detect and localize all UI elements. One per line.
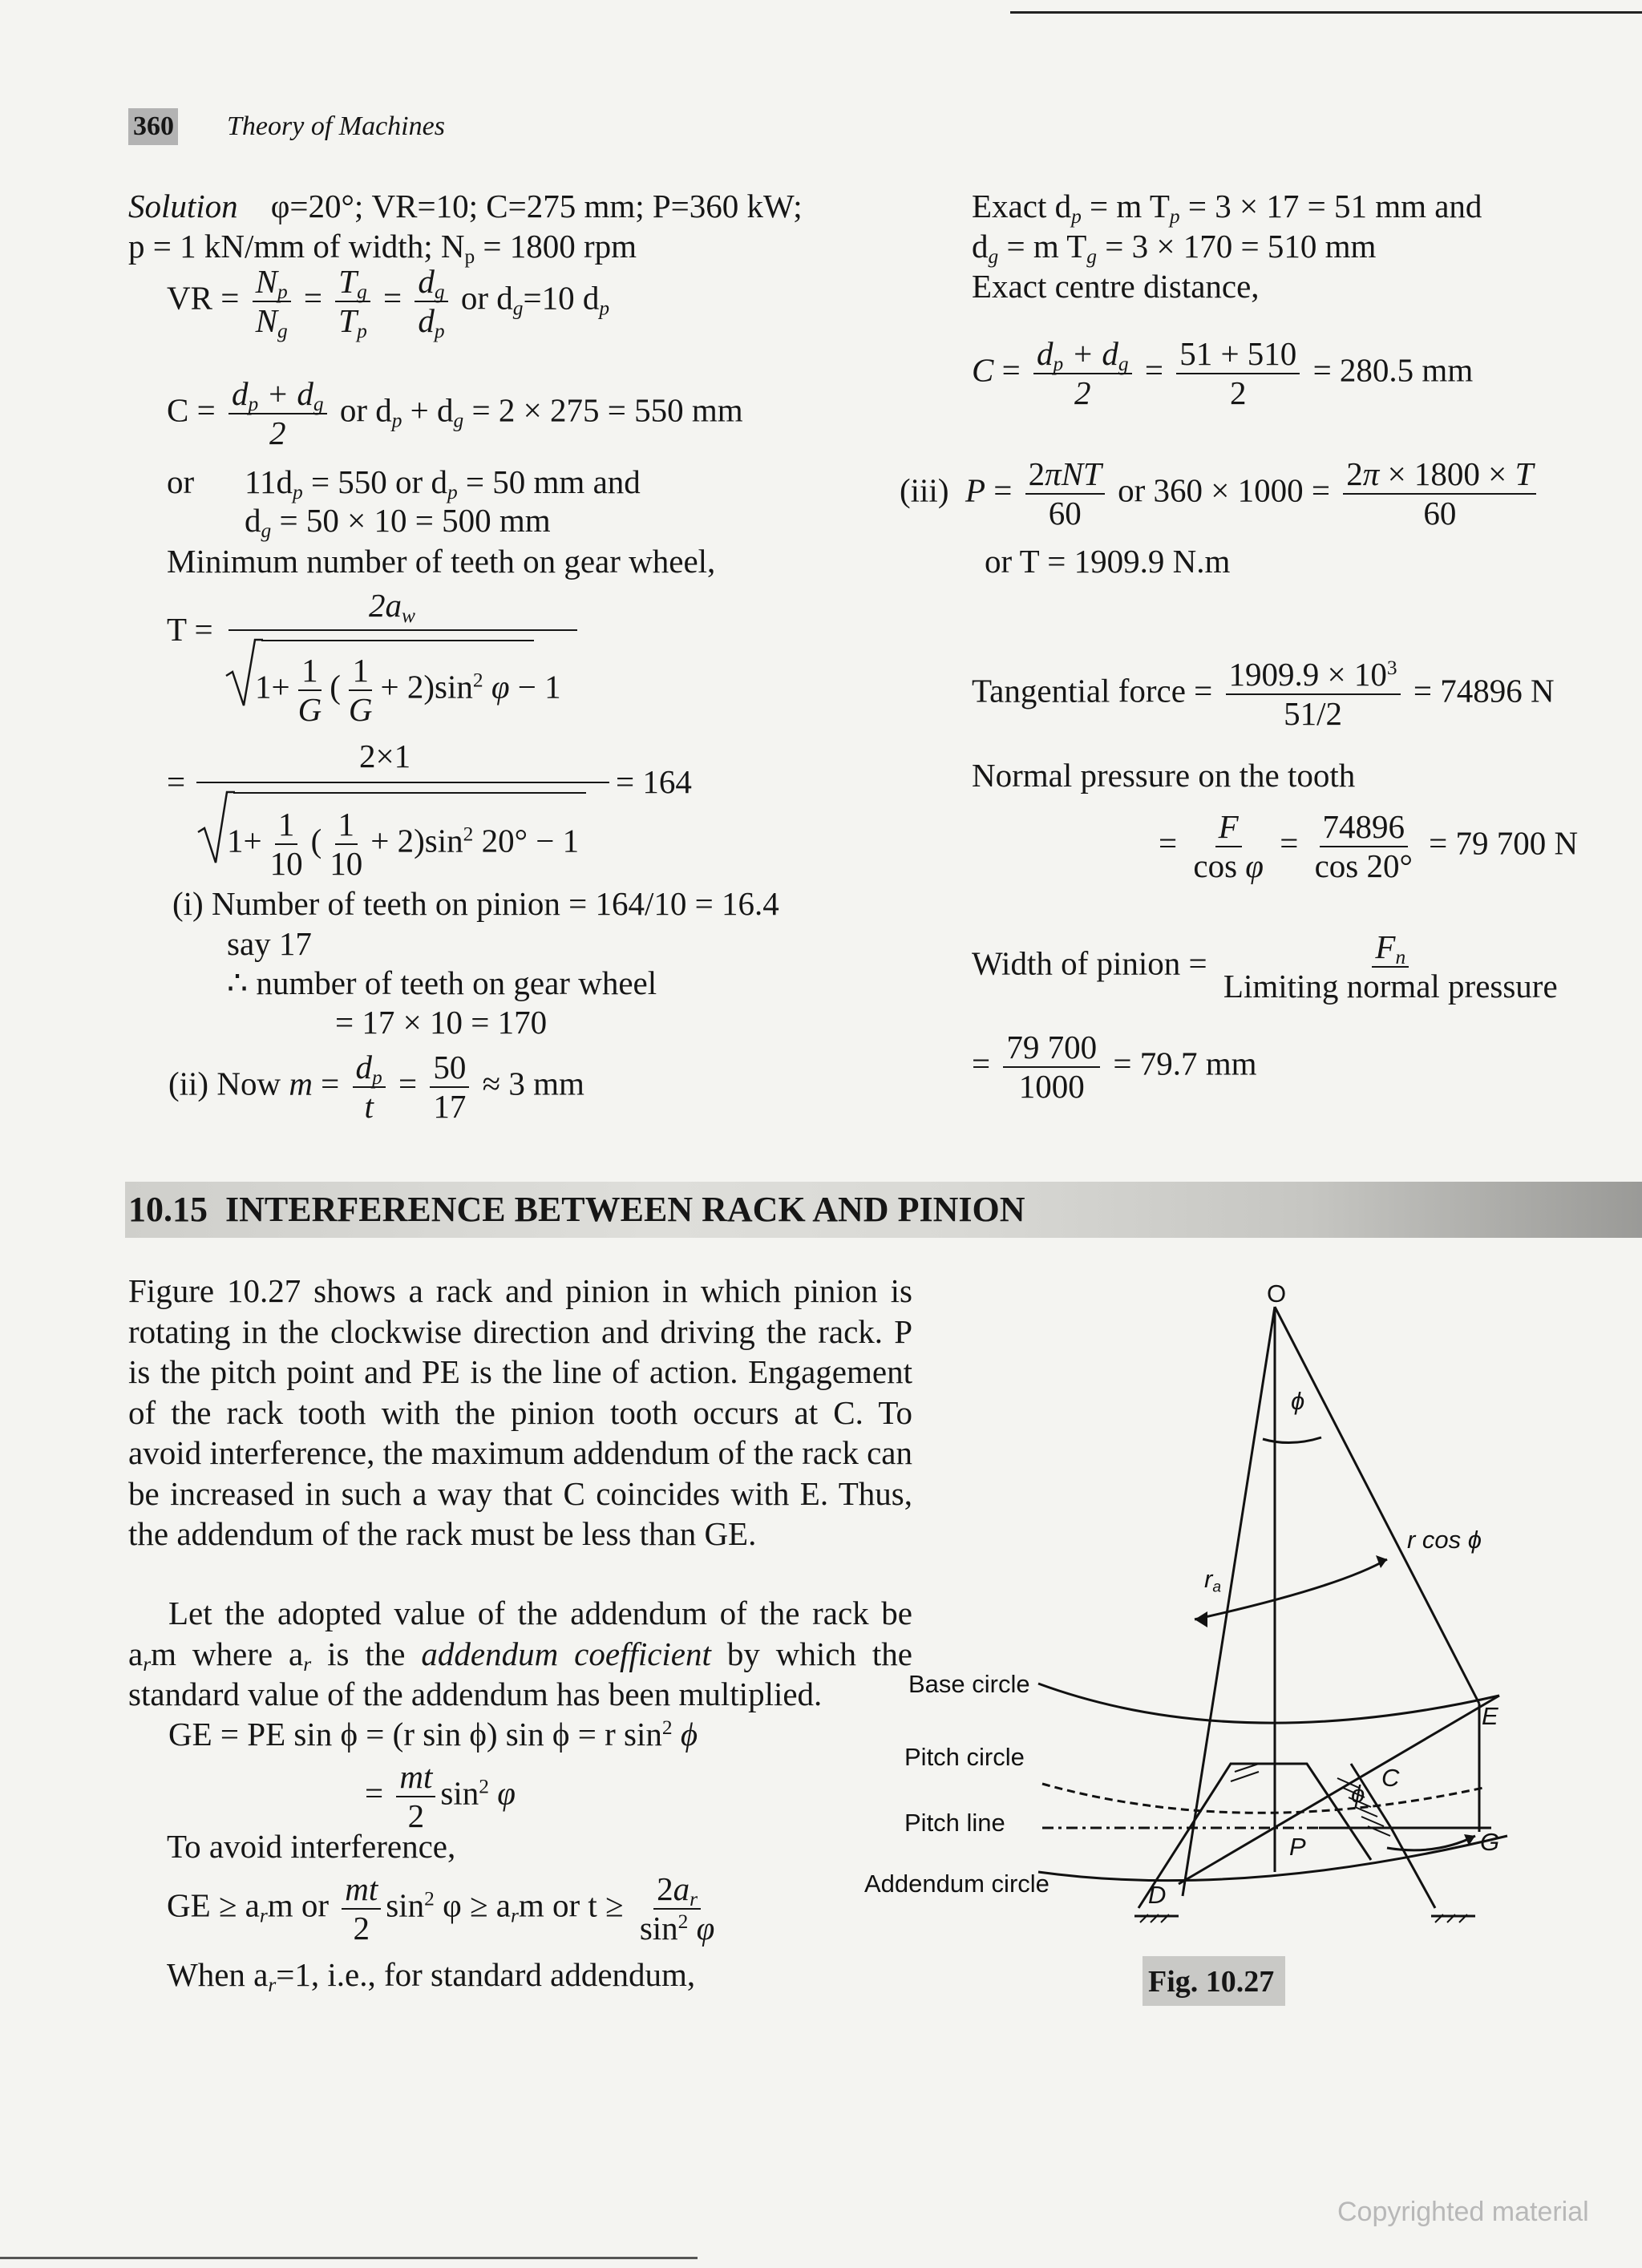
t-numeric-radicand: 1+ $\frac{1}{10}$ ( $\frac{1}{10}$ + $2)\sin^2$ 20° − 1 xyxy=(227,806,580,883)
label-phi-bottom: ϕ xyxy=(1351,1780,1365,1808)
top-rule xyxy=(1010,11,1642,14)
item-i-line-4: = 17 × 10 = 170 xyxy=(335,1004,548,1041)
label-o: O xyxy=(1267,1280,1287,1308)
label-p: P xyxy=(1289,1833,1306,1861)
arrow-head-right xyxy=(1376,1555,1387,1568)
line-of-action xyxy=(1179,1696,1499,1884)
min-teeth-label: Minimum number of teeth on gear wheel, xyxy=(167,543,716,580)
velocity-ratio-equation: VR = $\frac{N_p}{N_g}$ = $\frac{T_g}{T_p}$ = $\frac{d_g}{d_p}$ or $d_g=10$ $d_p$ xyxy=(167,263,610,343)
label-c: C xyxy=(1381,1764,1400,1792)
width-pinion-equation: Width of pinion = $\frac{F_n}{\text{Limiting normal pressure}}$ xyxy=(972,928,1558,1005)
torque-result: or T = 1909.9 N.m xyxy=(985,543,1231,580)
section-title: INTERFERENCE BETWEEN RACK AND PINION xyxy=(225,1190,1025,1229)
tangential-force-equation: Tangential force = $\frac{1909.9 \times 10^3}{51/2}$ = 74896 N xyxy=(972,656,1555,733)
ge-equation-2: = $\frac{mt}{2}$ $\sin^2 \varphi$ xyxy=(365,1758,516,1835)
arrow-head-left xyxy=(1195,1611,1207,1627)
page-number: 360 xyxy=(133,111,174,141)
label-addendum-circle: Addendum circle xyxy=(864,1870,1050,1898)
addendum-circle-arc xyxy=(1038,1836,1507,1881)
pitch-circle-arc xyxy=(1042,1784,1483,1813)
label-base-circle: Base circle xyxy=(908,1670,1030,1698)
label-d: D xyxy=(1148,1881,1167,1909)
centre-distance-equation: C = $\frac{d_p + d_g}{2}$ or $d_p + d_g = 2 \times 275 = 550$ mm xyxy=(167,375,743,452)
section-number: 10.15 xyxy=(128,1190,208,1229)
item-ii-line: (ii) Now m = $\frac{d_p}{t}$ = $\frac{50}{17}$ ≈ 3 mm xyxy=(168,1049,584,1126)
t-numeric-bar xyxy=(196,782,609,783)
figure-rack-pinion xyxy=(858,1275,1579,1940)
label-g: G xyxy=(1480,1828,1500,1856)
figure-caption: Fig. 10.27 xyxy=(1148,1965,1275,1999)
label-ra: $r_a$ xyxy=(1204,1565,1222,1596)
label-pitch-line: Pitch line xyxy=(904,1809,1005,1837)
t-formula-lhs: T = xyxy=(167,611,213,648)
pinion-diameter-line: $11d_p = 550$ or $d_p = 50$ mm and xyxy=(245,463,641,504)
t-numeric-eq: = xyxy=(167,763,186,800)
center-line-to-D xyxy=(1183,1307,1275,1896)
standard-addendum-line: When $a_r=1$, i.e., for standard addendum, xyxy=(167,1956,696,1997)
normal-pressure-equation: = $\frac{F}{\text{cos φ}}$ = $\frac{74896}{\cos 20^\circ}$ = 79 700 N xyxy=(1159,808,1579,885)
solution-given-line-1 xyxy=(128,186,803,226)
body-paragraph-2: Let the adopted value of the addendum of the rack be $a_rm$ where $a_r$ is the addendum coefficient by which the standard value of the addendum has been multiplied. xyxy=(128,1595,913,1712)
power-equation: (iii) P = $\frac{\text{2πNT}}{60}$ or 360 × 1000 = $\frac{2\pi \times 1800 \times T}{60}$ xyxy=(900,457,1541,531)
t-formula-radicand: 1+ $\frac{1}{G}$ ( $\frac{1}{G}$ + $2)\sin^2$ φ − 1 xyxy=(255,652,561,729)
t-numeric-result: = 164 xyxy=(616,763,692,800)
label-phi-top: ϕ xyxy=(1291,1387,1305,1415)
line-to-E xyxy=(1275,1307,1479,1704)
label-e: E xyxy=(1482,1702,1498,1730)
or-label: or xyxy=(167,463,195,500)
solution-given-line-2: p = 1 kN/mm of width; $N_p = 1800$ rpm xyxy=(128,228,637,269)
t-formula-radical-bar xyxy=(261,640,534,641)
label-r-cos-phi: r cos ϕ xyxy=(1407,1526,1482,1554)
t-formula-numerator: $2a_w$ xyxy=(369,587,415,628)
bottom-rule xyxy=(0,2257,698,2259)
section-heading xyxy=(128,1190,1025,1230)
body-paragraph-1: Figure 10.27 shows a rack and pinion in which pinion is rotating in the clockwise direction and driving the rack. P is the pitch point and PE is the line of action. Engagement of the rack tooth with the pinion tooth occurs at C. To avoid interference, the maximum addendum of the rack can be increased in such a way that C coincides with E. Thus, the addendum of the rack must be less than GE. xyxy=(128,1272,912,1552)
width-pinion-result: = $\frac{79 700}{1000}$ = 79.7 mm xyxy=(972,1029,1257,1106)
t-formula-bar xyxy=(229,629,577,631)
avoid-interference-label: To avoid interference, xyxy=(167,1828,456,1865)
book-title: Theory of Machines xyxy=(227,111,445,141)
solution-label: Solution xyxy=(128,188,238,224)
t-numeric-numerator: 2×1 xyxy=(359,738,411,774)
exact-centre-label: Exact centre distance, xyxy=(972,268,1260,305)
normal-pressure-label: Normal pressure on the tooth xyxy=(972,757,1356,794)
phi-arc xyxy=(1263,1437,1321,1443)
rack-tooth-left xyxy=(1138,1764,1371,1908)
item-i-line-2: say 17 xyxy=(227,925,312,962)
item-i-line-3: ∴ number of teeth on gear wheel xyxy=(227,964,657,1001)
exact-dg-line: $d_g = m$ $T_g = 3 \times 170 = 510$ mm xyxy=(972,228,1377,269)
base-circle-arc xyxy=(1038,1684,1499,1723)
label-pitch-circle: Pitch circle xyxy=(904,1743,1025,1771)
item-i-line-1: (i) Number of teeth on pinion = 164/10 = 16.4 xyxy=(172,885,779,922)
angle-arc-top xyxy=(1195,1559,1387,1619)
ge-equation: GE = PE sin ϕ = (r sin ϕ) sin ϕ = r $\sin^2 \phi$ xyxy=(168,1716,698,1753)
t-numeric-radical-bar xyxy=(233,792,586,794)
exact-centre-equation: C = $\frac{d_p + d_g}{2}$ = $\frac{51 + 510}{2}$ = 280.5 mm xyxy=(972,335,1474,412)
interference-condition: GE ≥ $a_rm$ or $\frac{mt}{2}$ $\sin^2 \varphi \ge a_rm$ or t ≥ $\frac{2a_r}{\sin^2 \varphi}$ xyxy=(167,1870,715,1947)
copyright-watermark: Copyrighted material xyxy=(1337,2197,1589,2227)
gear-diameter-line: $d_g = 50 \times 10 = 500$ mm xyxy=(245,502,551,543)
exact-dp-line: Exact $d_p = m$ $T_p = 3 \times 17 = 51$ mm and xyxy=(972,188,1482,228)
given-values-1: φ=20°; VR=10; C=275 mm; P=360 kW; xyxy=(270,188,803,224)
